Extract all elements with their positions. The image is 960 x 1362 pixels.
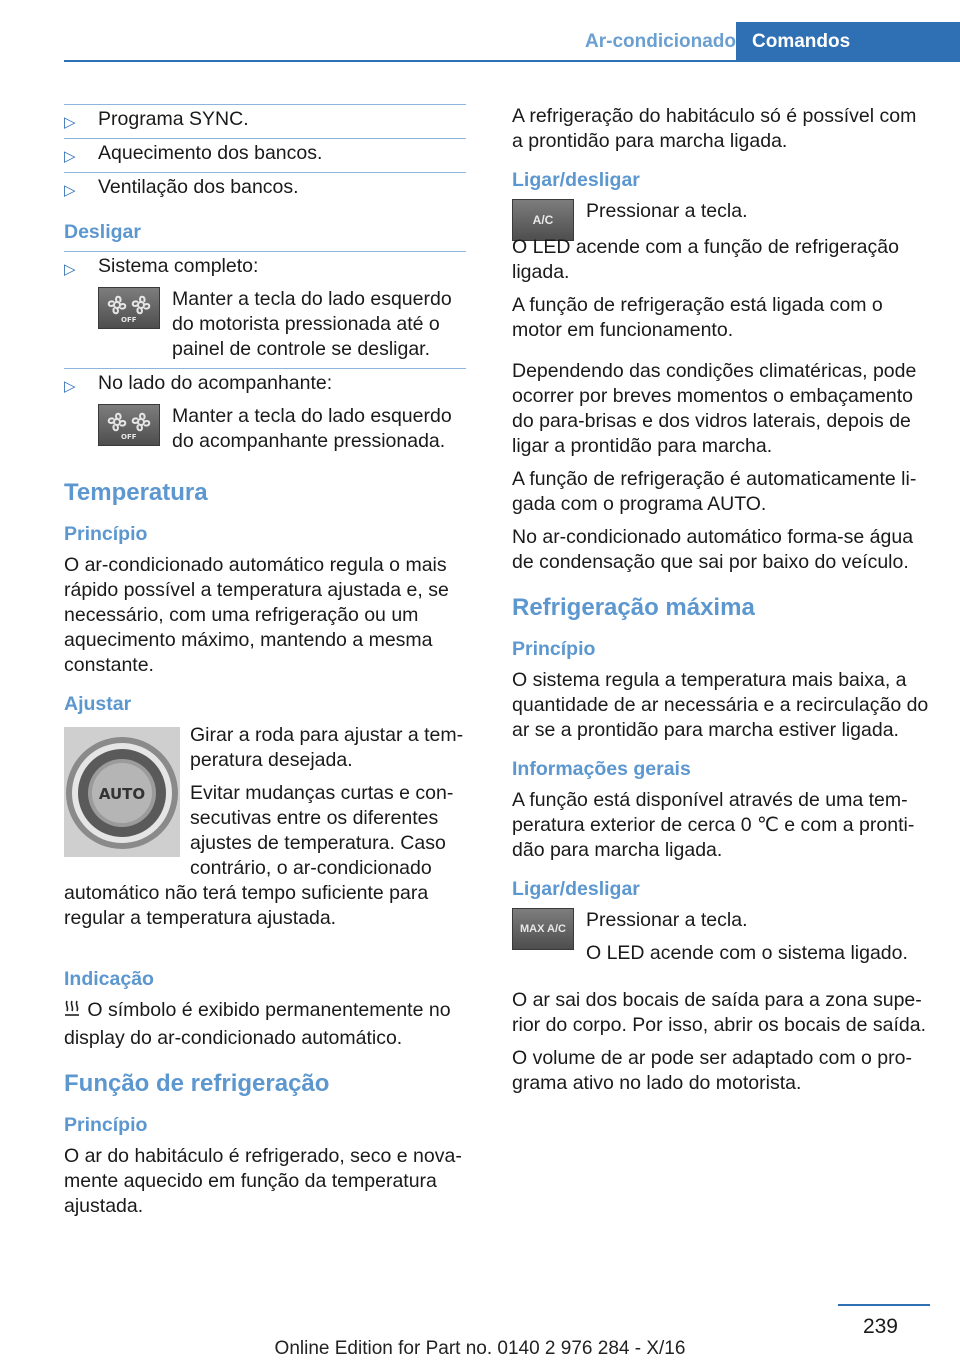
ligar2-heading: Ligar/desligar bbox=[512, 878, 640, 900]
desligar-text: Manter a tecla do lado esquerdo do motorista pressionada até o painel de controle se desligar. bbox=[172, 288, 452, 360]
desligar-label: No lado do acompanhante: bbox=[98, 372, 333, 394]
max-key-row bbox=[512, 908, 930, 974]
temperatura-heading: Temperatura bbox=[64, 479, 208, 506]
funcao-heading: Função de refrigeração bbox=[64, 1070, 330, 1097]
max-principio-heading: Princípio bbox=[512, 638, 596, 660]
footer-rule bbox=[838, 1304, 930, 1306]
page-number: 239 bbox=[862, 1315, 898, 1338]
principio-text: O ar-condicionado automático regula o mais rápido possível a temperatura ajustada e, se necessário, com uma refrigeração ou um aquecimento máximo, mantendo a mesma constante. bbox=[64, 554, 449, 676]
ac-paragraph-1: A função de refrigeração está ligada com o motor em funcionamento. bbox=[512, 294, 883, 341]
fan-off-key-icon bbox=[98, 404, 160, 446]
condensation-symbol-icon bbox=[64, 999, 82, 1026]
ac-paragraph-4: No ar-condicionado automático forma-se água de condensação que sai por baixo do veículo. bbox=[512, 526, 914, 573]
ac-press-text: Pressionar a tecla. bbox=[586, 200, 748, 222]
principio-heading: Princípio bbox=[64, 523, 148, 545]
max-heading: Refrigeração máxima bbox=[512, 594, 755, 621]
max-press-text: Pressionar a tecla. bbox=[586, 909, 748, 931]
edition-text: Online Edition for Part no. 0140 2 976 284 - X/16 bbox=[274, 1338, 686, 1359]
list-item: ▷ Ventilação dos bancos. bbox=[64, 172, 466, 206]
fan-off-key-icon bbox=[98, 287, 160, 329]
max-paragraph-1: O ar sai dos bocais de saída para a zona superior do corpo. Por isso, abrir os bocais de saída. bbox=[512, 989, 927, 1036]
header-chapter-tab: Comandos bbox=[736, 22, 960, 62]
max-paragraph-2: O volume de ar pode ser adaptado com o programa ativo no lado do motorista. bbox=[512, 1047, 912, 1094]
indicacao-text: O símbolo é exibido permanentemente no display do ar-condicionado automático. bbox=[64, 999, 451, 1049]
knob-label: AUTO bbox=[98, 785, 146, 803]
indicacao-heading: Indicação bbox=[64, 968, 154, 990]
desligar-heading: Desligar bbox=[64, 221, 141, 243]
intro-text: A refrigeração do habitáculo só é possível com a prontidão para marcha ligada. bbox=[512, 105, 917, 152]
ligar-heading: Ligar/desligar bbox=[512, 169, 640, 191]
info-heading: Informações gerais bbox=[512, 758, 691, 780]
header-rule bbox=[64, 60, 960, 62]
ajustar-heading: Ajustar bbox=[64, 693, 132, 715]
bullet-triangle-icon: ▷ bbox=[64, 261, 76, 278]
header-section-title: Ar-condicionado bbox=[585, 31, 736, 52]
desligar-list bbox=[64, 251, 466, 460]
max-principio-text: O sistema regula a temperatura mais baixa, a quantidade de ar necessária e a recirculação do ar se a prontidão para marcha estiver ligada. bbox=[512, 669, 929, 741]
desligar-text: Manter a tecla do lado esquerdo do acompanhante pressionada. bbox=[172, 405, 452, 452]
page-header bbox=[64, 22, 960, 62]
funcao-principio-text: O ar do habitáculo é refrigerado, seco e novamente aquecido em função da temperatura ajustada. bbox=[64, 1145, 462, 1217]
desligar-label: Sistema completo: bbox=[98, 255, 259, 277]
ac-led-text: O LED acende com a função de refrigeração ligada. bbox=[512, 236, 899, 283]
svg-text:OFF: OFF bbox=[121, 433, 137, 441]
list-item: ▷ Aquecimento dos bancos. bbox=[64, 138, 466, 172]
bullet-triangle-icon: ▷ bbox=[64, 378, 76, 395]
bullet-triangle-icon: ▷ bbox=[64, 114, 76, 131]
funcao-principio-heading: Princípio bbox=[64, 1114, 148, 1136]
list-item bbox=[64, 251, 466, 368]
temperature-knob-image bbox=[64, 727, 180, 857]
feature-list bbox=[64, 104, 466, 206]
ajustar-block bbox=[64, 723, 466, 939]
left-column bbox=[64, 104, 466, 1227]
ajustar-text-1: Girar a roda para ajustar a temperatura desejada. bbox=[190, 724, 464, 771]
info-text: A função está disponível através de uma temperatura exterior de cerca 0 ℃ e com a prontidão para marcha ligada. bbox=[512, 789, 915, 861]
right-column bbox=[512, 104, 930, 1104]
svg-text:OFF: OFF bbox=[121, 316, 137, 324]
bullet-triangle-icon: ▷ bbox=[64, 182, 76, 199]
bullet-triangle-icon: ▷ bbox=[64, 148, 76, 165]
list-item bbox=[64, 368, 466, 460]
ac-paragraph-3: A função de refrigeração é automaticamente ligada com o programa AUTO. bbox=[512, 468, 917, 515]
max-ac-key-icon: MAX A/C bbox=[512, 908, 574, 950]
ac-key-icon: A/C bbox=[512, 199, 574, 241]
max-led-text: O LED acende com o sistema ligado. bbox=[586, 942, 908, 964]
ac-paragraph-2: Dependendo das condições climatéricas, pode ocorrer por breves momentos o embaçamento do para-brisas e dos vidros laterais, depois de ligar a prontidão para marcha. bbox=[512, 360, 917, 457]
list-item: ▷ Programa SYNC. bbox=[64, 104, 466, 138]
ajustar-text-2: Evitar mudanças curtas e consecutivas entre os diferentes ajustes de temperatura. Caso contrário, o ar-condicionado automático não terá tempo suficiente para regular a temperatura ajustada. bbox=[64, 782, 454, 929]
indicacao-paragraph bbox=[64, 998, 466, 1051]
